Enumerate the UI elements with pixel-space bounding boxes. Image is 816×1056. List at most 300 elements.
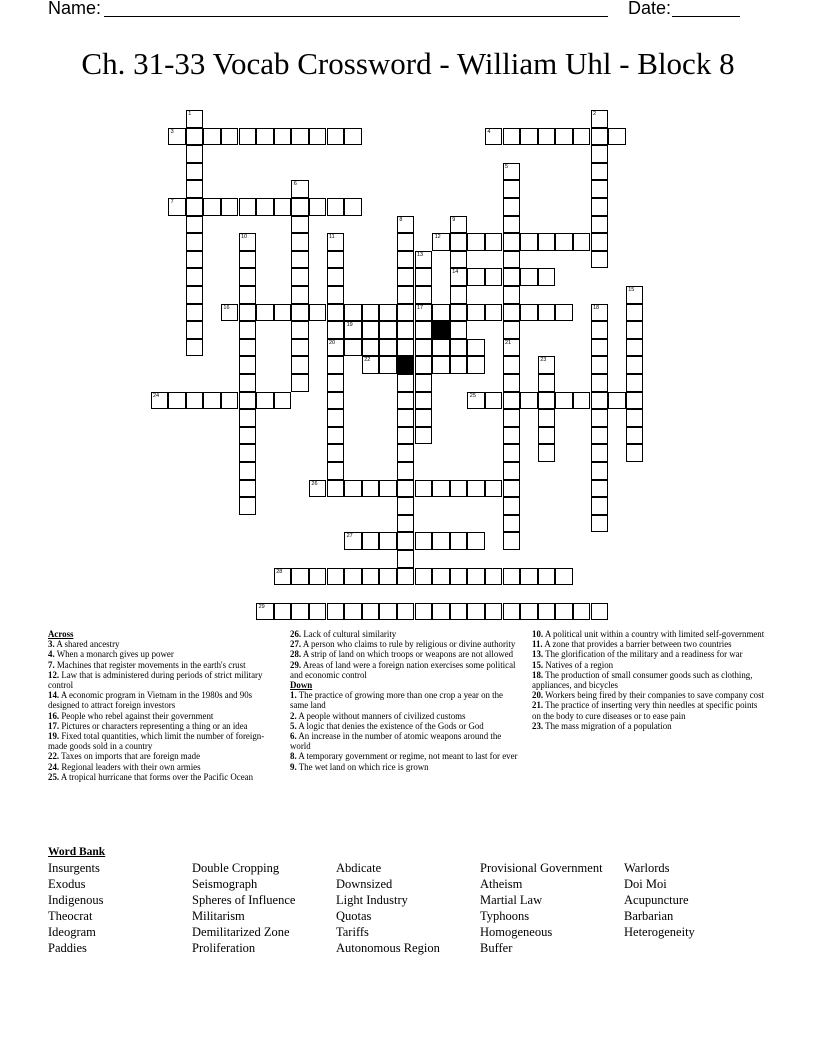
grid-cell[interactable] (520, 128, 538, 146)
grid-cell[interactable] (186, 286, 204, 304)
grid-cell[interactable] (186, 268, 204, 286)
grid-cell[interactable] (503, 568, 521, 586)
grid-cell[interactable] (467, 392, 485, 410)
grid-cell[interactable] (573, 392, 591, 410)
grid-cell[interactable] (397, 409, 415, 427)
grid-cell[interactable] (327, 462, 345, 480)
grid-cell[interactable] (186, 110, 204, 128)
grid-cell[interactable] (467, 532, 485, 550)
grid-cell[interactable] (415, 480, 433, 498)
grid-cell[interactable] (450, 532, 468, 550)
grid-cell[interactable] (309, 304, 327, 322)
grid-cell[interactable] (344, 321, 362, 339)
grid-cell[interactable] (591, 444, 609, 462)
grid-cell[interactable] (415, 374, 433, 392)
grid-cell[interactable] (520, 603, 538, 621)
grid-cell[interactable] (450, 216, 468, 234)
grid-cell[interactable] (362, 480, 380, 498)
grid-cell[interactable] (538, 356, 556, 374)
grid-cell[interactable] (432, 480, 450, 498)
grid-cell[interactable] (397, 233, 415, 251)
grid-cell[interactable] (256, 304, 274, 322)
grid-cell[interactable] (379, 603, 397, 621)
grid-cell[interactable] (608, 128, 626, 146)
grid-cell[interactable] (274, 304, 292, 322)
grid-cell[interactable] (626, 286, 644, 304)
grid-cell[interactable] (397, 515, 415, 533)
grid-cell[interactable] (344, 128, 362, 146)
grid-cell[interactable] (186, 180, 204, 198)
grid-cell[interactable] (379, 532, 397, 550)
grid-cell[interactable] (415, 392, 433, 410)
grid-cell[interactable] (291, 180, 309, 198)
grid-cell[interactable] (186, 198, 204, 216)
grid-cell[interactable] (362, 356, 380, 374)
grid-cell[interactable] (450, 480, 468, 498)
grid-cell[interactable] (538, 268, 556, 286)
grid-cell[interactable] (203, 128, 221, 146)
grid-cell[interactable] (239, 427, 257, 445)
grid-cell[interactable] (432, 233, 450, 251)
grid-cell[interactable] (221, 304, 239, 322)
grid-cell[interactable] (327, 286, 345, 304)
grid-cell[interactable] (503, 180, 521, 198)
grid-cell[interactable] (327, 321, 345, 339)
grid-cell[interactable] (291, 128, 309, 146)
grid-cell[interactable] (397, 497, 415, 515)
grid-cell[interactable] (379, 321, 397, 339)
grid-cell[interactable] (256, 392, 274, 410)
grid-cell[interactable] (450, 251, 468, 269)
grid-cell[interactable] (573, 233, 591, 251)
grid-cell[interactable] (626, 409, 644, 427)
grid-cell[interactable] (397, 216, 415, 234)
grid-cell[interactable] (344, 568, 362, 586)
grid-cell[interactable] (503, 163, 521, 181)
grid-cell[interactable] (520, 233, 538, 251)
grid-cell[interactable] (591, 145, 609, 163)
grid-cell[interactable] (397, 603, 415, 621)
grid-cell[interactable] (432, 532, 450, 550)
grid-cell[interactable] (503, 286, 521, 304)
grid-cell[interactable] (415, 427, 433, 445)
grid-cell[interactable] (309, 128, 327, 146)
grid-cell[interactable] (327, 233, 345, 251)
grid-cell[interactable] (327, 198, 345, 216)
grid-cell[interactable] (397, 268, 415, 286)
grid-cell[interactable] (520, 568, 538, 586)
word-bank-word: Insurgents (48, 861, 100, 875)
grid-cell[interactable] (591, 427, 609, 445)
grid-cell[interactable] (379, 339, 397, 357)
grid-cell[interactable] (485, 603, 503, 621)
clue-number: 11 (329, 234, 335, 241)
grid-cell[interactable] (591, 163, 609, 181)
grid-cell[interactable] (450, 603, 468, 621)
grid-cell[interactable] (538, 409, 556, 427)
grid-cell[interactable] (291, 339, 309, 357)
grid-cell[interactable] (203, 392, 221, 410)
grid-cell[interactable] (415, 409, 433, 427)
grid-cell[interactable] (503, 216, 521, 234)
word-bank-word: Seismograph (192, 877, 258, 891)
grid-cell[interactable] (450, 321, 468, 339)
grid-cell[interactable] (151, 392, 169, 410)
grid-cell[interactable] (520, 392, 538, 410)
grid-cell[interactable] (379, 568, 397, 586)
grid-cell[interactable] (467, 603, 485, 621)
grid-cell[interactable] (256, 128, 274, 146)
grid-cell[interactable] (239, 392, 257, 410)
grid-cell[interactable] (239, 286, 257, 304)
grid-cell[interactable] (450, 233, 468, 251)
grid-cell[interactable] (397, 462, 415, 480)
grid-cell[interactable] (450, 356, 468, 374)
grid-cell[interactable] (397, 321, 415, 339)
grid-cell[interactable] (573, 128, 591, 146)
grid-cell[interactable] (538, 374, 556, 392)
grid-cell[interactable] (591, 356, 609, 374)
grid-cell[interactable] (626, 339, 644, 357)
grid-cell[interactable] (379, 480, 397, 498)
grid-cell[interactable] (503, 128, 521, 146)
grid-cell[interactable] (379, 304, 397, 322)
grid-cell[interactable] (503, 198, 521, 216)
clue-num: 27. (290, 639, 302, 650)
grid-cell[interactable] (186, 216, 204, 234)
grid-cell[interactable] (555, 568, 573, 586)
grid-cell[interactable] (591, 374, 609, 392)
grid-cell[interactable] (415, 268, 433, 286)
grid-cell[interactable] (291, 603, 309, 621)
grid-cell[interactable] (432, 304, 450, 322)
grid-cell[interactable] (591, 392, 609, 410)
grid-cell[interactable] (291, 198, 309, 216)
grid-cell[interactable] (327, 251, 345, 269)
grid-cell[interactable] (397, 480, 415, 498)
grid-cell[interactable] (186, 392, 204, 410)
grid-cell[interactable] (467, 233, 485, 251)
grid-cell[interactable] (591, 339, 609, 357)
grid-cell[interactable] (397, 532, 415, 550)
grid-cell[interactable] (327, 128, 345, 146)
grid-cell[interactable] (327, 392, 345, 410)
grid-cell[interactable] (327, 339, 345, 357)
grid-cell[interactable] (538, 444, 556, 462)
grid-cell[interactable] (362, 304, 380, 322)
word-bank-word: Martial Law (480, 893, 543, 907)
grid-cell[interactable] (309, 568, 327, 586)
grid-cell[interactable] (591, 603, 609, 621)
grid-cell[interactable] (485, 480, 503, 498)
grid-cell[interactable] (239, 304, 257, 322)
grid-cell[interactable] (520, 304, 538, 322)
clue-number: 12 (434, 234, 441, 241)
grid-cell[interactable] (591, 480, 609, 498)
grid-cell[interactable] (344, 532, 362, 550)
grid-cell[interactable] (450, 268, 468, 286)
grid-cell[interactable] (415, 286, 433, 304)
grid-cell[interactable] (186, 304, 204, 322)
grid-cell[interactable] (362, 568, 380, 586)
grid-cell[interactable] (415, 304, 433, 322)
grid-cell[interactable] (327, 603, 345, 621)
grid-cell[interactable] (309, 198, 327, 216)
grid-cell[interactable] (168, 198, 186, 216)
grid-cell[interactable] (239, 268, 257, 286)
grid-cell[interactable] (503, 444, 521, 462)
grid-cell[interactable] (591, 497, 609, 515)
grid-cell[interactable] (415, 321, 433, 339)
grid-cell[interactable] (450, 304, 468, 322)
grid-cell[interactable] (239, 321, 257, 339)
grid-cell[interactable] (503, 462, 521, 480)
grid-cell[interactable] (239, 128, 257, 146)
grid-cell[interactable] (239, 233, 257, 251)
grid-cell[interactable] (327, 568, 345, 586)
clue-number: 5 (505, 163, 509, 170)
grid-cell[interactable] (538, 603, 556, 621)
grid-cell[interactable] (503, 532, 521, 550)
grid-cell[interactable] (626, 374, 644, 392)
grid-cell[interactable] (397, 304, 415, 322)
grid-cell[interactable] (221, 392, 239, 410)
grid-cell[interactable] (467, 268, 485, 286)
grid-cell[interactable] (397, 550, 415, 568)
grid-cell[interactable] (591, 409, 609, 427)
grid-cell[interactable] (362, 603, 380, 621)
grid-cell[interactable] (415, 532, 433, 550)
grid-cell[interactable] (626, 427, 644, 445)
grid-cell[interactable] (186, 128, 204, 146)
word-bank-word: Abdicate (336, 861, 382, 875)
grid-cell[interactable] (344, 304, 362, 322)
grid-cell[interactable] (538, 304, 556, 322)
grid-cell[interactable] (256, 603, 274, 621)
grid-cell[interactable] (467, 480, 485, 498)
grid-cell[interactable] (485, 304, 503, 322)
grid-cell[interactable] (168, 392, 186, 410)
grid-cell[interactable] (432, 356, 450, 374)
grid-cell[interactable] (503, 268, 521, 286)
grid-cell[interactable] (415, 356, 433, 374)
grid-cell[interactable] (362, 532, 380, 550)
grid-cell[interactable] (186, 251, 204, 269)
grid-cell[interactable] (591, 110, 609, 128)
grid-cell[interactable] (239, 409, 257, 427)
grid-cell[interactable] (503, 392, 521, 410)
grid-cell[interactable] (327, 356, 345, 374)
grid-cell[interactable] (344, 339, 362, 357)
grid-cell[interactable] (503, 603, 521, 621)
grid-cell[interactable] (415, 603, 433, 621)
clue-text: A political unit within a country with limited self-government (543, 629, 765, 639)
grid-cell[interactable] (503, 251, 521, 269)
grid-cell[interactable] (291, 268, 309, 286)
grid-cell[interactable] (327, 444, 345, 462)
grid-cell[interactable] (591, 128, 609, 146)
grid-cell[interactable] (538, 233, 556, 251)
grid-cell[interactable] (291, 374, 309, 392)
grid-cell[interactable] (186, 233, 204, 251)
grid-cell[interactable] (186, 339, 204, 357)
grid-cell[interactable] (397, 568, 415, 586)
grid-cell[interactable] (503, 374, 521, 392)
grid-cell[interactable] (503, 321, 521, 339)
grid-cell[interactable] (432, 339, 450, 357)
grid-cell[interactable] (591, 462, 609, 480)
grid-cell[interactable] (608, 392, 626, 410)
grid-cell[interactable] (344, 198, 362, 216)
grid-cell[interactable] (485, 568, 503, 586)
grid-cell[interactable] (555, 304, 573, 322)
grid-cell[interactable] (591, 198, 609, 216)
grid-cell[interactable] (362, 321, 380, 339)
grid-cell[interactable] (186, 145, 204, 163)
grid-cell[interactable] (503, 233, 521, 251)
grid-cell[interactable] (397, 392, 415, 410)
grid-cell[interactable] (626, 444, 644, 462)
grid-cell[interactable] (291, 216, 309, 234)
grid-cell[interactable] (344, 480, 362, 498)
grid-cell[interactable] (344, 603, 362, 621)
grid-cell[interactable] (239, 356, 257, 374)
grid-cell[interactable] (503, 515, 521, 533)
grid-cell[interactable] (239, 339, 257, 357)
grid-cell[interactable] (291, 321, 309, 339)
grid-cell[interactable] (291, 251, 309, 269)
grid-cell[interactable] (239, 462, 257, 480)
grid-cell[interactable] (397, 427, 415, 445)
grid-cell[interactable] (239, 251, 257, 269)
grid-cell[interactable] (503, 427, 521, 445)
across-clue (48, 711, 276, 721)
grid-cell[interactable] (327, 304, 345, 322)
grid-cell[interactable] (221, 198, 239, 216)
across-clue (290, 649, 518, 659)
grid-cell[interactable] (432, 568, 450, 586)
grid-cell[interactable] (274, 392, 292, 410)
grid-cell[interactable] (591, 180, 609, 198)
grid-cell[interactable] (538, 568, 556, 586)
grid-cell[interactable] (239, 198, 257, 216)
grid-cell[interactable] (291, 286, 309, 304)
clue-number: 10 (241, 234, 248, 241)
grid-cell[interactable] (538, 392, 556, 410)
grid-cell[interactable] (327, 268, 345, 286)
clue-text: The mass migration of a population (543, 720, 672, 731)
grid-cell[interactable] (327, 374, 345, 392)
grid-cell[interactable] (626, 356, 644, 374)
grid-cell[interactable] (450, 286, 468, 304)
grid-cell[interactable] (327, 409, 345, 427)
grid-cell[interactable] (397, 286, 415, 304)
grid-cell[interactable] (503, 304, 521, 322)
grid-cell[interactable] (397, 251, 415, 269)
grid-cell[interactable] (415, 568, 433, 586)
grid-cell[interactable] (520, 268, 538, 286)
grid-cell[interactable] (467, 356, 485, 374)
grid-cell[interactable] (274, 128, 292, 146)
grid-cell[interactable] (256, 198, 274, 216)
grid-cell[interactable] (327, 480, 345, 498)
grid-cell[interactable] (397, 339, 415, 357)
grid-cell[interactable] (503, 497, 521, 515)
grid-cell[interactable] (168, 128, 186, 146)
grid-cell[interactable] (467, 568, 485, 586)
grid-cell[interactable] (591, 251, 609, 269)
grid-cell[interactable] (626, 321, 644, 339)
grid-cell[interactable] (274, 603, 292, 621)
date-line[interactable] (672, 16, 740, 17)
grid-cell[interactable] (397, 444, 415, 462)
grid-cell[interactable] (186, 321, 204, 339)
grid-cell[interactable] (239, 480, 257, 498)
grid-cell[interactable] (591, 304, 609, 322)
grid-cell[interactable] (274, 568, 292, 586)
grid-cell[interactable] (432, 603, 450, 621)
grid-cell[interactable] (485, 268, 503, 286)
grid-cell[interactable] (503, 339, 521, 357)
grid-cell[interactable] (291, 304, 309, 322)
grid-cell[interactable] (221, 128, 239, 146)
grid-cell[interactable] (291, 356, 309, 374)
grid-cell[interactable] (239, 497, 257, 515)
grid-cell[interactable] (591, 321, 609, 339)
grid-cell[interactable] (309, 603, 327, 621)
grid-cell[interactable] (450, 339, 468, 357)
grid-cell[interactable] (555, 128, 573, 146)
grid-cell[interactable] (327, 427, 345, 445)
grid-cell[interactable] (503, 356, 521, 374)
grid-cell[interactable] (485, 392, 503, 410)
grid-cell[interactable] (555, 392, 573, 410)
grid-cell[interactable] (291, 233, 309, 251)
grid-cell[interactable] (415, 339, 433, 357)
clue-num: 1. (290, 690, 297, 701)
grid-cell[interactable] (591, 233, 609, 251)
grid-cell[interactable] (362, 339, 380, 357)
grid-cell[interactable] (626, 392, 644, 410)
grid-cell[interactable] (274, 198, 292, 216)
grid-cell[interactable] (555, 233, 573, 251)
grid-cell[interactable] (626, 304, 644, 322)
grid-cell[interactable] (485, 233, 503, 251)
grid-cell[interactable] (485, 128, 503, 146)
grid-cell[interactable] (239, 374, 257, 392)
grid-cell[interactable] (239, 444, 257, 462)
grid-cell[interactable] (291, 568, 309, 586)
grid-cell[interactable] (379, 356, 397, 374)
grid-cell[interactable] (591, 515, 609, 533)
grid-cell[interactable] (591, 216, 609, 234)
grid-cell[interactable] (573, 603, 591, 621)
grid-cell[interactable] (397, 374, 415, 392)
grid-cell[interactable] (555, 603, 573, 621)
grid-cell[interactable] (203, 198, 221, 216)
name-line[interactable] (104, 16, 608, 17)
grid-cell[interactable] (186, 163, 204, 181)
grid-cell[interactable] (467, 304, 485, 322)
grid-cell[interactable] (538, 128, 556, 146)
grid-cell[interactable] (309, 480, 327, 498)
grid-cell[interactable] (415, 251, 433, 269)
grid-cell[interactable] (467, 339, 485, 357)
grid-cell[interactable] (450, 568, 468, 586)
grid-cell[interactable] (538, 427, 556, 445)
grid-cell[interactable] (503, 480, 521, 498)
grid-cell[interactable] (503, 409, 521, 427)
